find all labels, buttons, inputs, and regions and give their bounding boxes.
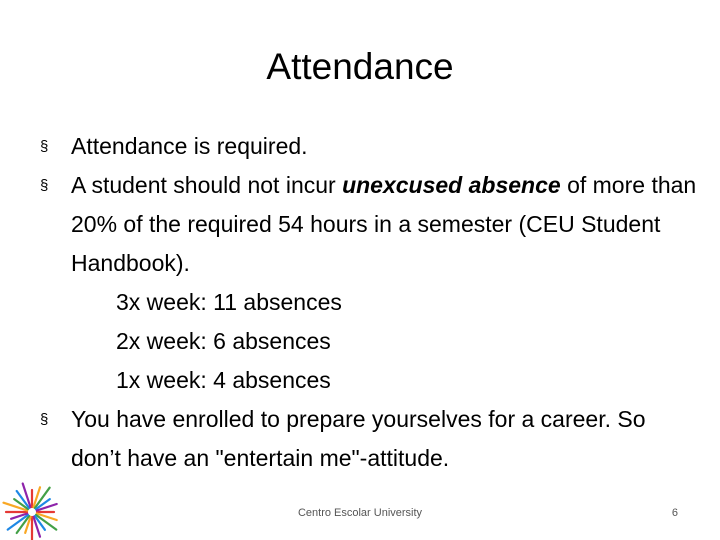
bullet-text-after: of more than 20% of the required 54 hours in a semester (CEU Student Handbook). — [71, 172, 697, 276]
footer-university-name: Centro Escolar University — [297, 507, 423, 519]
bullet-text — [71, 172, 696, 276]
bullet-marker: § — [40, 411, 49, 428]
bullet-item — [40, 166, 700, 400]
slide-title: Attendance — [266, 46, 454, 87]
bullet-marker: § — [40, 177, 49, 194]
emphasized-text: unexcused absence — [342, 172, 561, 198]
bullet-list — [40, 127, 700, 478]
bullet-text: You have enrolled to prepare yourselves for a career. So don’t have an "entertain me"-attitude. — [71, 406, 646, 471]
page-number: 6 — [671, 507, 678, 519]
absence-limit-line: 1x week: 4 absences — [116, 367, 331, 393]
bullet-item — [40, 400, 700, 478]
bullet-text-before: A student should not incur — [71, 172, 343, 198]
absence-limit-line: 2x week: 6 absences — [116, 328, 331, 354]
bullet-text: Attendance is required. — [71, 133, 308, 159]
bullet-item — [40, 127, 700, 166]
absence-limit-line: 3x week: 11 absences — [116, 289, 342, 315]
bullet-marker: § — [40, 138, 49, 155]
